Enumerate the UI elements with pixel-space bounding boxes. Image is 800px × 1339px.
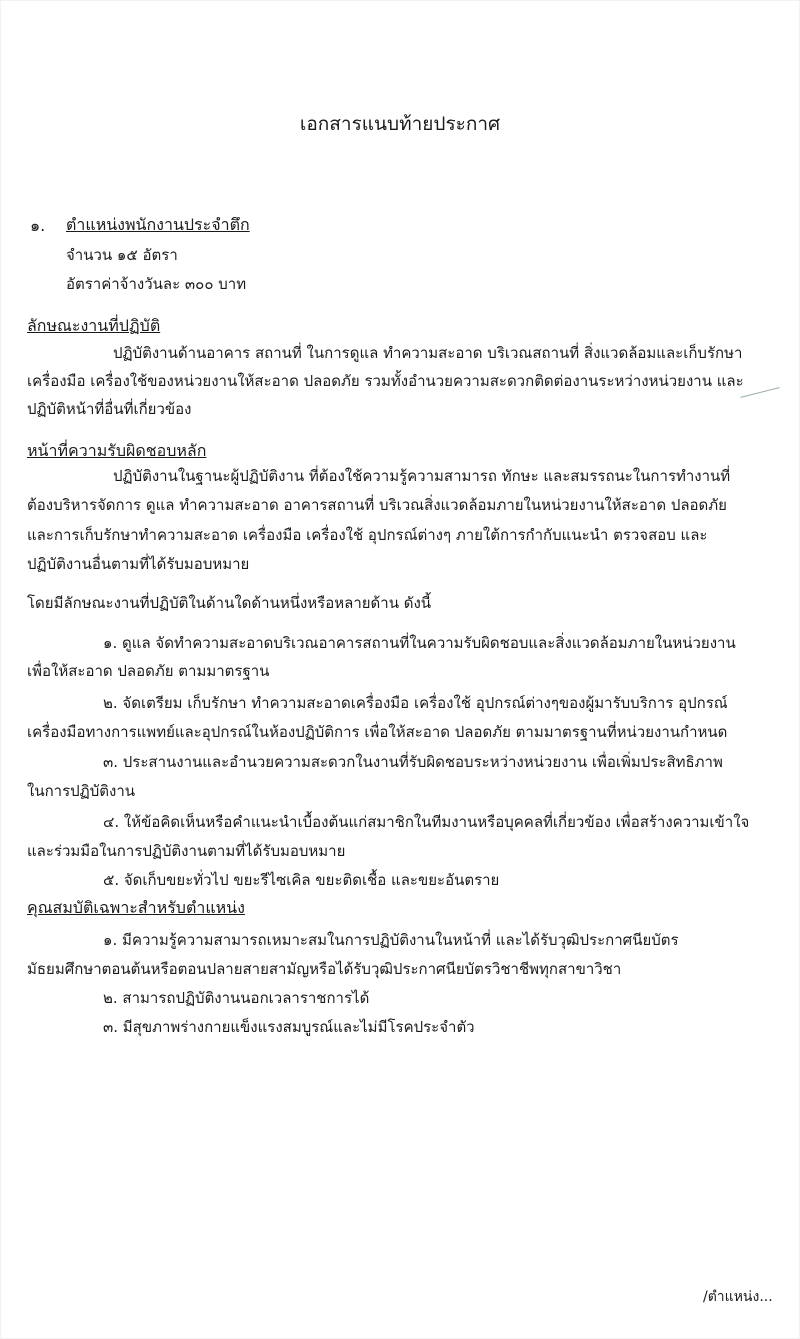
duty-item-cont: เครื่องมือทางการแพทย์และอุปกรณ์ในห้องปฏิบัติการ เพื่อให้สะอาด ปลอดภัย ตามมาตรฐานที่หน่วยงานกำหนด — [27, 723, 728, 741]
duty-item: ๑. ดูแล จัดทำความสะอาดบริเวณอาคารสถานที่ในความรับผิดชอบและสิ่งแวดล้อมภายในหน่วยงาน — [103, 634, 736, 652]
continuation-footer: /ตำแหน่ง... — [703, 1289, 773, 1305]
document-title: เอกสารแนบท้ายประกาศ — [299, 113, 501, 135]
qualification-item: ๓. มีสุขภาพร่างกายแข็งแรงสมบูรณ์และไม่มีโรคประจำตัว — [103, 1018, 475, 1036]
position-count: จำนวน ๑๕ อัตรา — [66, 246, 178, 264]
job-nature-line: เครื่องมือ เครื่องใช้ของหน่วยงานให้สะอาด ปลอดภัย รวมทั้งอำนวยความสะดวกติดต่องานระหว่างหน่วยงาน และ — [27, 372, 744, 390]
duties-heading: หน้าที่ความรับผิดชอบหลัก — [27, 441, 207, 460]
duties-line: ปฏิบัติงานในฐานะผู้ปฏิบัติงาน ที่ต้องใช้ความรู้ความสามารถ ทักษะ และสมรรถนะในการทำงานที่ — [113, 467, 731, 485]
job-nature-heading: ลักษณะงานที่ปฏิบัติ — [27, 316, 161, 335]
duty-item-cont: เพื่อให้สะอาด ปลอดภัย ตามมาตรฐาน — [27, 662, 270, 680]
qualification-item-cont: มัธยมศึกษาตอนต้นหรือตอนปลายสายสามัญหรือได้รับวุฒิประกาศนียบัตรวิชาชีพทุกสาขาวิชา — [27, 960, 622, 978]
duty-item-cont: ในการปฏิบัติงาน — [27, 782, 135, 800]
position-name: ตำแหน่งพนักงานประจำตึก — [66, 215, 250, 234]
duty-item-cont: และร่วมมือในการปฏิบัติงานตามที่ได้รับมอบหมาย — [27, 842, 346, 860]
job-nature-line: ปฏิบัติหน้าที่อื่นที่เกี่ยวข้อง — [27, 400, 192, 418]
qualification-item: ๒. สามารถปฏิบัติงานนอกเวลาราชการได้ — [103, 989, 370, 1007]
duties-line: ต้องบริหารจัดการ ดูแล ทำความสะอาด อาคารสถานที่ บริเวณสิ่งแวดล้อมภายในหน่วยงานให้สะอาด ปลอดภัย — [27, 496, 727, 514]
duty-item: ๕. จัดเก็บขยะทั่วไป ขยะรีไซเคิล ขยะติดเชื้อ และขยะอันตราย — [103, 871, 500, 889]
position-number: ๑. — [30, 216, 46, 235]
duty-item: ๓. ประสานงานและอำนวยความสะดวกในงานที่รับผิดชอบระหว่างหน่วยงาน เพื่อเพิ่มประสิทธิภาพ — [103, 753, 723, 771]
duties-line: ปฏิบัติงานอื่นตามที่ได้รับมอบหมาย — [27, 555, 250, 573]
duty-item: ๒. จัดเตรียม เก็บรักษา ทำความสะอาดเครื่องมือ เครื่องใช้ อุปกรณ์ต่างๆของผู้มารับบริการ อุปกรณ์ — [103, 694, 728, 712]
duty-item: ๔. ให้ข้อคิดเห็นหรือคำแนะนำเบื้องต้นแก่สมาชิกในทีมงานหรือบุคคลที่เกี่ยวข้อง เพื่อสร้างความเข้าใจ — [103, 813, 750, 831]
qualifications-heading: คุณสมบัติเฉพาะสำหรับตำแหน่ง — [27, 898, 245, 917]
qualification-item: ๑. มีความรู้ความสามารถเหมาะสมในการปฏิบัติงานในหน้าที่ และได้รับวุฒิประกาศนียบัตร — [103, 931, 679, 949]
job-nature-line: ปฏิบัติงานด้านอาคาร สถานที่ ในการดูแล ทำความสะอาด บริเวณสถานที่ สิ่งแวดล้อมและเก็บรักษา — [113, 344, 743, 362]
duties-intro: โดยมีลักษณะงานที่ปฏิบัติในด้านใดด้านหนึ่งหรือหลายด้าน ดังนี้ — [27, 594, 432, 612]
duties-line: และการเก็บรักษาทำความสะอาด เครื่องมือ เครื่องใช้ อุปกรณ์ต่างๆ ภายใต้การกำกับแนะนำ ตรวจสอบ และ — [27, 526, 708, 544]
position-wage: อัตราค่าจ้างวันละ ๓๐๐ บาท — [66, 275, 247, 293]
